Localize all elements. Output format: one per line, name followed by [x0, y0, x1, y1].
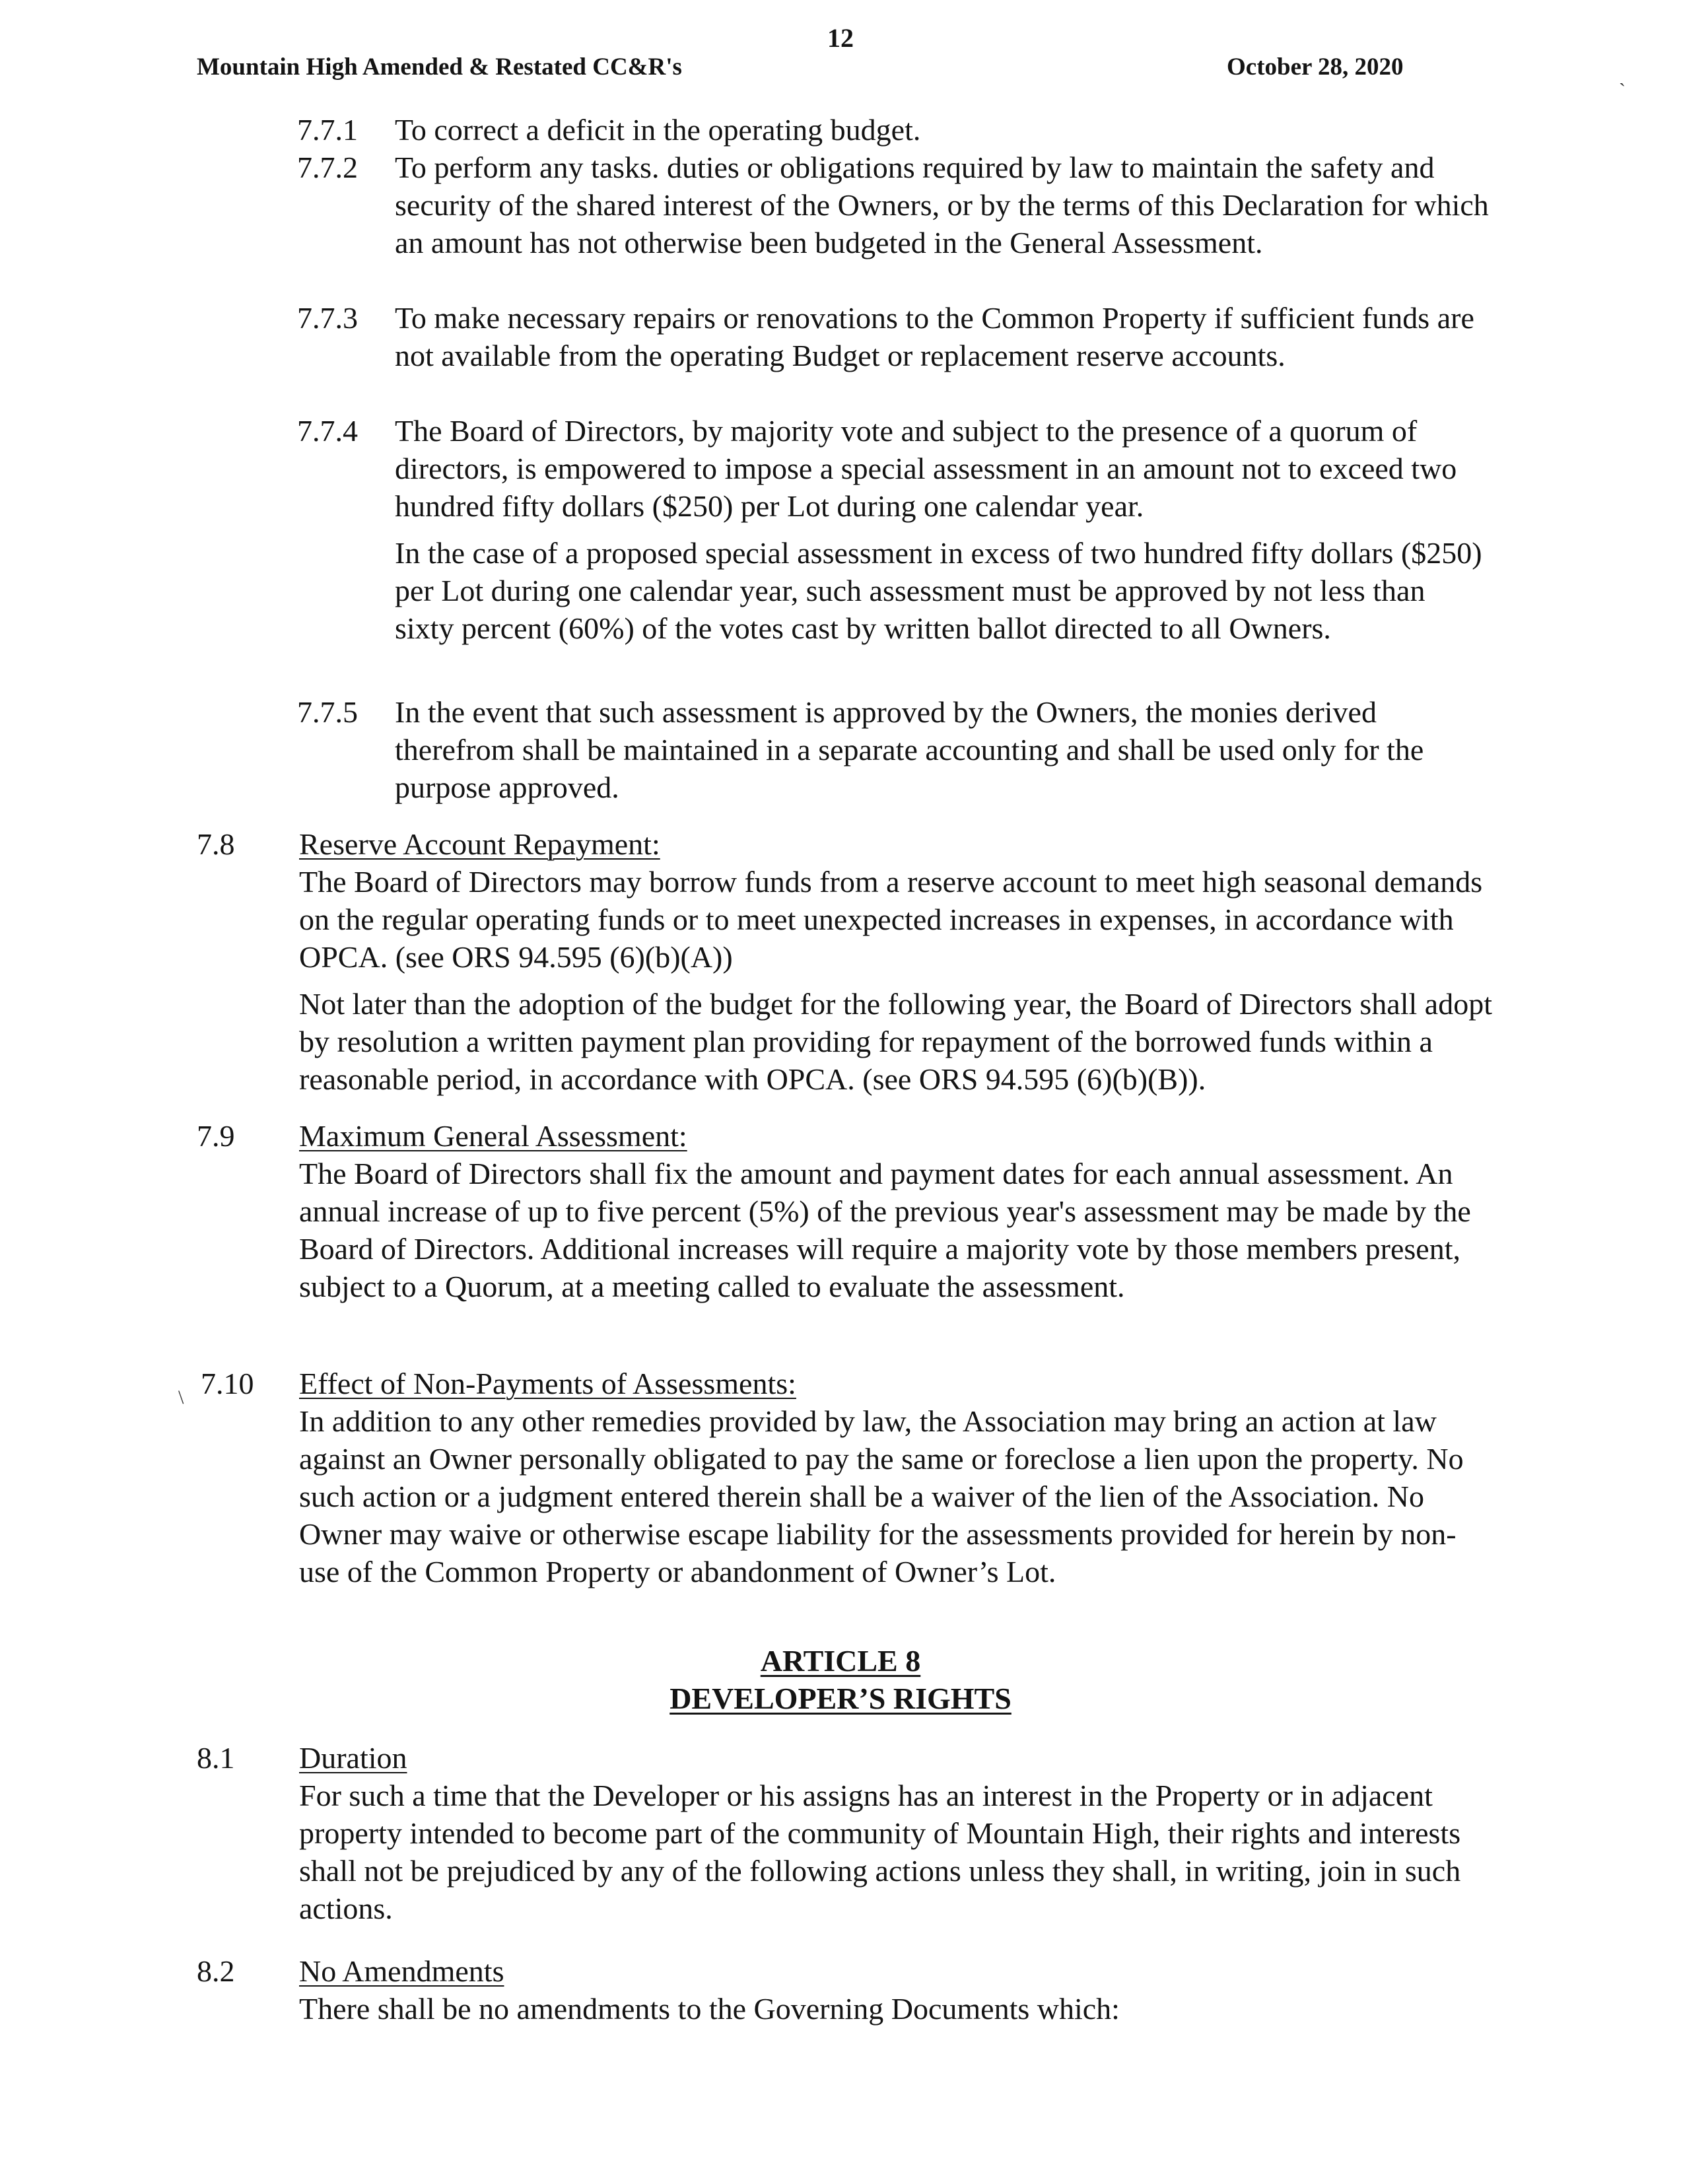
document-date: October 28, 2020 [1227, 53, 1404, 81]
subsection-paragraph: The Board of Directors, by majority vote and subject to the presence of a quorum of directors, is empowered to impose a special assessment in an amount not to exceed two hundred fifty dollars ($250) per Lot during one calendar year. [395, 414, 1457, 523]
subsection-text-7-7-2 [395, 149, 1491, 261]
subsection-text-7-7-3 [395, 299, 1491, 374]
subsection-number-7-7-2: 7.7.2 [297, 151, 358, 184]
section-title: Maximum General Assessment: [299, 1119, 687, 1153]
section-paragraph: Not later than the adoption of the budget for the following year, the Board of Directors shall adopt by resolution a written payment plan providing for repayment of the borrowed funds within a reasonable period, in accordance with OPCA. (see ORS 94.595 (6)(b)(B)). [299, 987, 1492, 1096]
article-subheading: DEVELOPER’S RIGHTS [669, 1682, 1012, 1715]
subsection-number-7-7-4: 7.7.4 [297, 414, 358, 448]
section-7-10 [299, 1365, 1494, 1590]
section-number-8-1: 8.1 [197, 1741, 235, 1775]
section-title: Effect of Non-Payments of Assessments: [299, 1367, 796, 1400]
section-number-8-2: 8.2 [197, 1954, 235, 1988]
scan-mark-top-right: ˏ [1619, 65, 1626, 86]
section-number-7-8: 7.8 [197, 827, 235, 861]
subsection-number-7-7-5: 7.7.5 [297, 695, 358, 729]
subsection-paragraph-extra: In the case of a proposed special assessment in excess of two hundred fifty dollars ($250) per Lot during one calendar year, such assessment must be approved by not less than sixty percent (60%) of the votes cast by written ballot directed to all Owners. [395, 536, 1482, 645]
section-8-2 [299, 1952, 1494, 2028]
section-paragraph: There shall be no amendments to the Governing Documents which: [299, 1992, 1120, 2026]
section-8-1 [299, 1739, 1494, 1927]
section-number-7-9: 7.9 [197, 1119, 235, 1153]
subsection-paragraph: To perform any tasks. duties or obligations required by law to maintain the safety and security of the shared interest of the Owners, or by the terms of this Declaration for which an amount has not otherwise been budgeted in the General Assessment. [395, 151, 1489, 259]
subsection-text-7-7-1 [395, 111, 1491, 149]
section-title: Reserve Account Repayment: [299, 827, 660, 861]
section-7-8 [299, 825, 1494, 1098]
scan-mark-left: \ [178, 1386, 184, 1408]
section-title: Duration [299, 1741, 407, 1775]
subsection-paragraph: To correct a deficit in the operating budget. [395, 113, 921, 147]
section-number-7-10: 7.10 [201, 1367, 254, 1400]
subsection-paragraph: In the event that such assessment is approved by the Owners, the monies derived therefrom shall be maintained in a separate accounting and shall be used only for the purpose approved. [395, 695, 1424, 804]
section-paragraph: The Board of Directors shall fix the amount and payment dates for each annual assessment. An annual increase of up to five percent (5%) of the previous year's assessment may be made by the Board of Directors. Additional increases will require a majority vote by those members present, subject to a Quorum, at a meeting called to evaluate the assessment. [299, 1157, 1471, 1303]
section-title: No Amendments [299, 1954, 504, 1988]
article-heading: ARTICLE 8 [760, 1644, 921, 1678]
page-number: 12 [827, 23, 854, 53]
document-title: Mountain High Amended & Restated CC&R's [197, 53, 682, 81]
subsection-text-7-7-4 [395, 412, 1491, 647]
section-paragraph: In addition to any other remedies provided by law, the Association may bring an action at law against an Owner personally obligated to pay the same or foreclose a lien upon the property. No such action or a judgment entered therein shall be a waiver of the lien of the Association. No Owner may waive or otherwise escape liability for the assessments provided for herein by non-use of the Common Property or abandonment of Owner’s Lot. [299, 1404, 1464, 1588]
subsection-number-7-7-1: 7.7.1 [297, 113, 358, 147]
subsection-paragraph: To make necessary repairs or renovations to the Common Property if sufficient funds are not available from the operating Budget or replacement reserve accounts. [395, 301, 1474, 372]
section-7-9 [299, 1117, 1494, 1305]
subsection-text-7-7-5 [395, 693, 1491, 806]
section-paragraph: The Board of Directors may borrow funds from a reserve account to meet high seasonal demands on the regular operating funds or to meet unexpected increases in expenses, in accordance with OPCA. (see ORS 94.595 (6)(b)(A)) [299, 865, 1483, 974]
subsection-number-7-7-3: 7.7.3 [297, 301, 358, 335]
section-paragraph: For such a time that the Developer or his assigns has an interest in the Property or in adjacent property intended to become part of the community of Mountain High, their rights and interests shall not be prejudiced by any of the following actions unless they shall, in writing, join in such actions. [299, 1779, 1461, 1925]
